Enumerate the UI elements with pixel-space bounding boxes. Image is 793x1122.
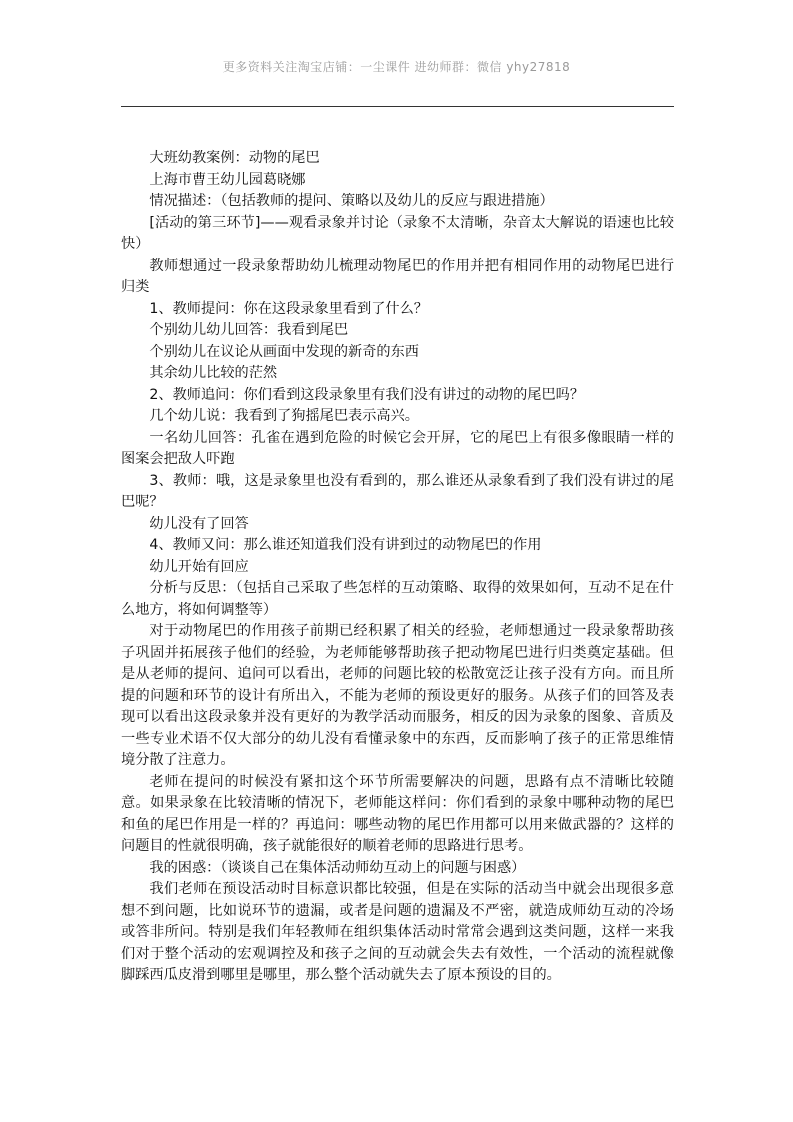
paragraph: [活动的第三环节]——观看录象并讨论（录象不太清晰，杂音太大解说的语速也比较快） bbox=[121, 214, 674, 252]
paragraph: 教师想通过一段录象帮助幼儿梳理动物尾巴的作用并把有相同作用的动物尾巴进行归类 bbox=[121, 257, 674, 295]
situation-heading: 情况描述：（包括教师的提问、策略以及幼儿的反应与跟进措施） bbox=[149, 193, 554, 209]
paragraph: 幼儿没有了回答 bbox=[149, 515, 249, 532]
paragraph: 个别幼儿在议论从画面中发现的新奇的东西 bbox=[149, 343, 419, 360]
paragraph: 老师在提问的时候没有紧扣这个环节所需要解决的问题，思路有点不清晰比较随意。如果录象在比较清晰的情况下，老师能这样问：你们看到的录象中哪种动物的尾巴和鱼的尾巴作用是一样的？再追问：哪些动物的尾巴作用都可以用来做武器的？这样的问题目的性就很明确，孩子就能很好的顺着老师的思路进行思考。 bbox=[121, 773, 674, 854]
paragraph: 个别幼儿幼儿回答：我看到尾巴 bbox=[149, 322, 349, 338]
doc-title: 大班幼教案例：动物的尾巴 bbox=[149, 150, 320, 166]
doc-author: 上海市曹王幼儿园葛晓娜 bbox=[149, 171, 306, 188]
paragraph: 对于动物尾巴的作用孩子前期已经积累了相关的经验，老师想通过一段录象帮助孩子巩固并拓展孩子他们的经验，为老师能够帮助孩子把动物尾巴进行归类奠定基础。但是从老师的提问、追问可以看出，老师的问题比较的松散宽泛让孩子没有方向。而且所提的问题和环节的设计有所出入，不能为老师的预设更好的服务。从孩子们的回答及表现可以看出这段录象并没有更好的为教学活动而服务，相反的因为录象的图象、音质及一些专业术语不仅大部分的幼儿没有看懂录象中的东西，反而影响了孩子的正常思维情境分散了注意力。 bbox=[121, 623, 674, 768]
confusion-heading: 我的困惑：（谈谈自己在集体活动师幼互动上的问题与困惑） bbox=[149, 859, 526, 876]
paragraph: 2、教师追问：你们看到这段录象里有我们没有讲过的动物的尾巴吗？ bbox=[149, 386, 585, 403]
paragraph: 3、教师：哦，这是录象里也没有看到的，那么谁还从录象看到了我们没有讲过的尾巴呢？ bbox=[121, 472, 674, 510]
paragraph: 1、教师提问：你在这段录象里看到了什么？ bbox=[149, 300, 428, 317]
paragraph: 我们老师在预设活动时目标意识都比较强，但是在实际的活动当中就会出现很多意想不到问题，比如说环节的遗漏，或者是问题的遗漏及不严密，就造成师幼互动的冷场或答非所问。特别是我们年轻教师在组织集体活动时常常会遇到这类问题，这样一来我们对于整个活动的宏观调控及和孩子之间的互动就会失去有效性，一个活动的流程就像脚踩西瓜皮滑到哪里是哪里，那么整个活动就失去了原本预设的目的。 bbox=[121, 881, 674, 983]
page-header-text: 更多资料关注淘宝店铺：一尘课件 进幼师群：微信 yhy27818 bbox=[222, 60, 571, 74]
paragraph: 4、教师又问：那么谁还知道我们没有讲到过的动物尾巴的作用 bbox=[149, 537, 542, 553]
paragraph: 幼儿开始有回应 bbox=[149, 558, 249, 575]
paragraph: 其余幼儿比较的茫然 bbox=[149, 365, 278, 381]
document-body bbox=[121, 148, 674, 987]
paragraph: 一名幼儿回答：孔雀在遇到危险的时候它会开屏，它的尾巴上有很多像眼睛一样的图案会把敌人吓跑 bbox=[121, 429, 674, 467]
paragraph: 几个幼儿说：我看到了狗摇尾巴表示高兴。 bbox=[149, 408, 419, 424]
analysis-heading: 分析与反思：（包括自己采取了些怎样的互动策略、取得的效果如何，互动不足在什么地方，将如何调整等） bbox=[121, 580, 674, 618]
header-divider bbox=[121, 106, 674, 107]
